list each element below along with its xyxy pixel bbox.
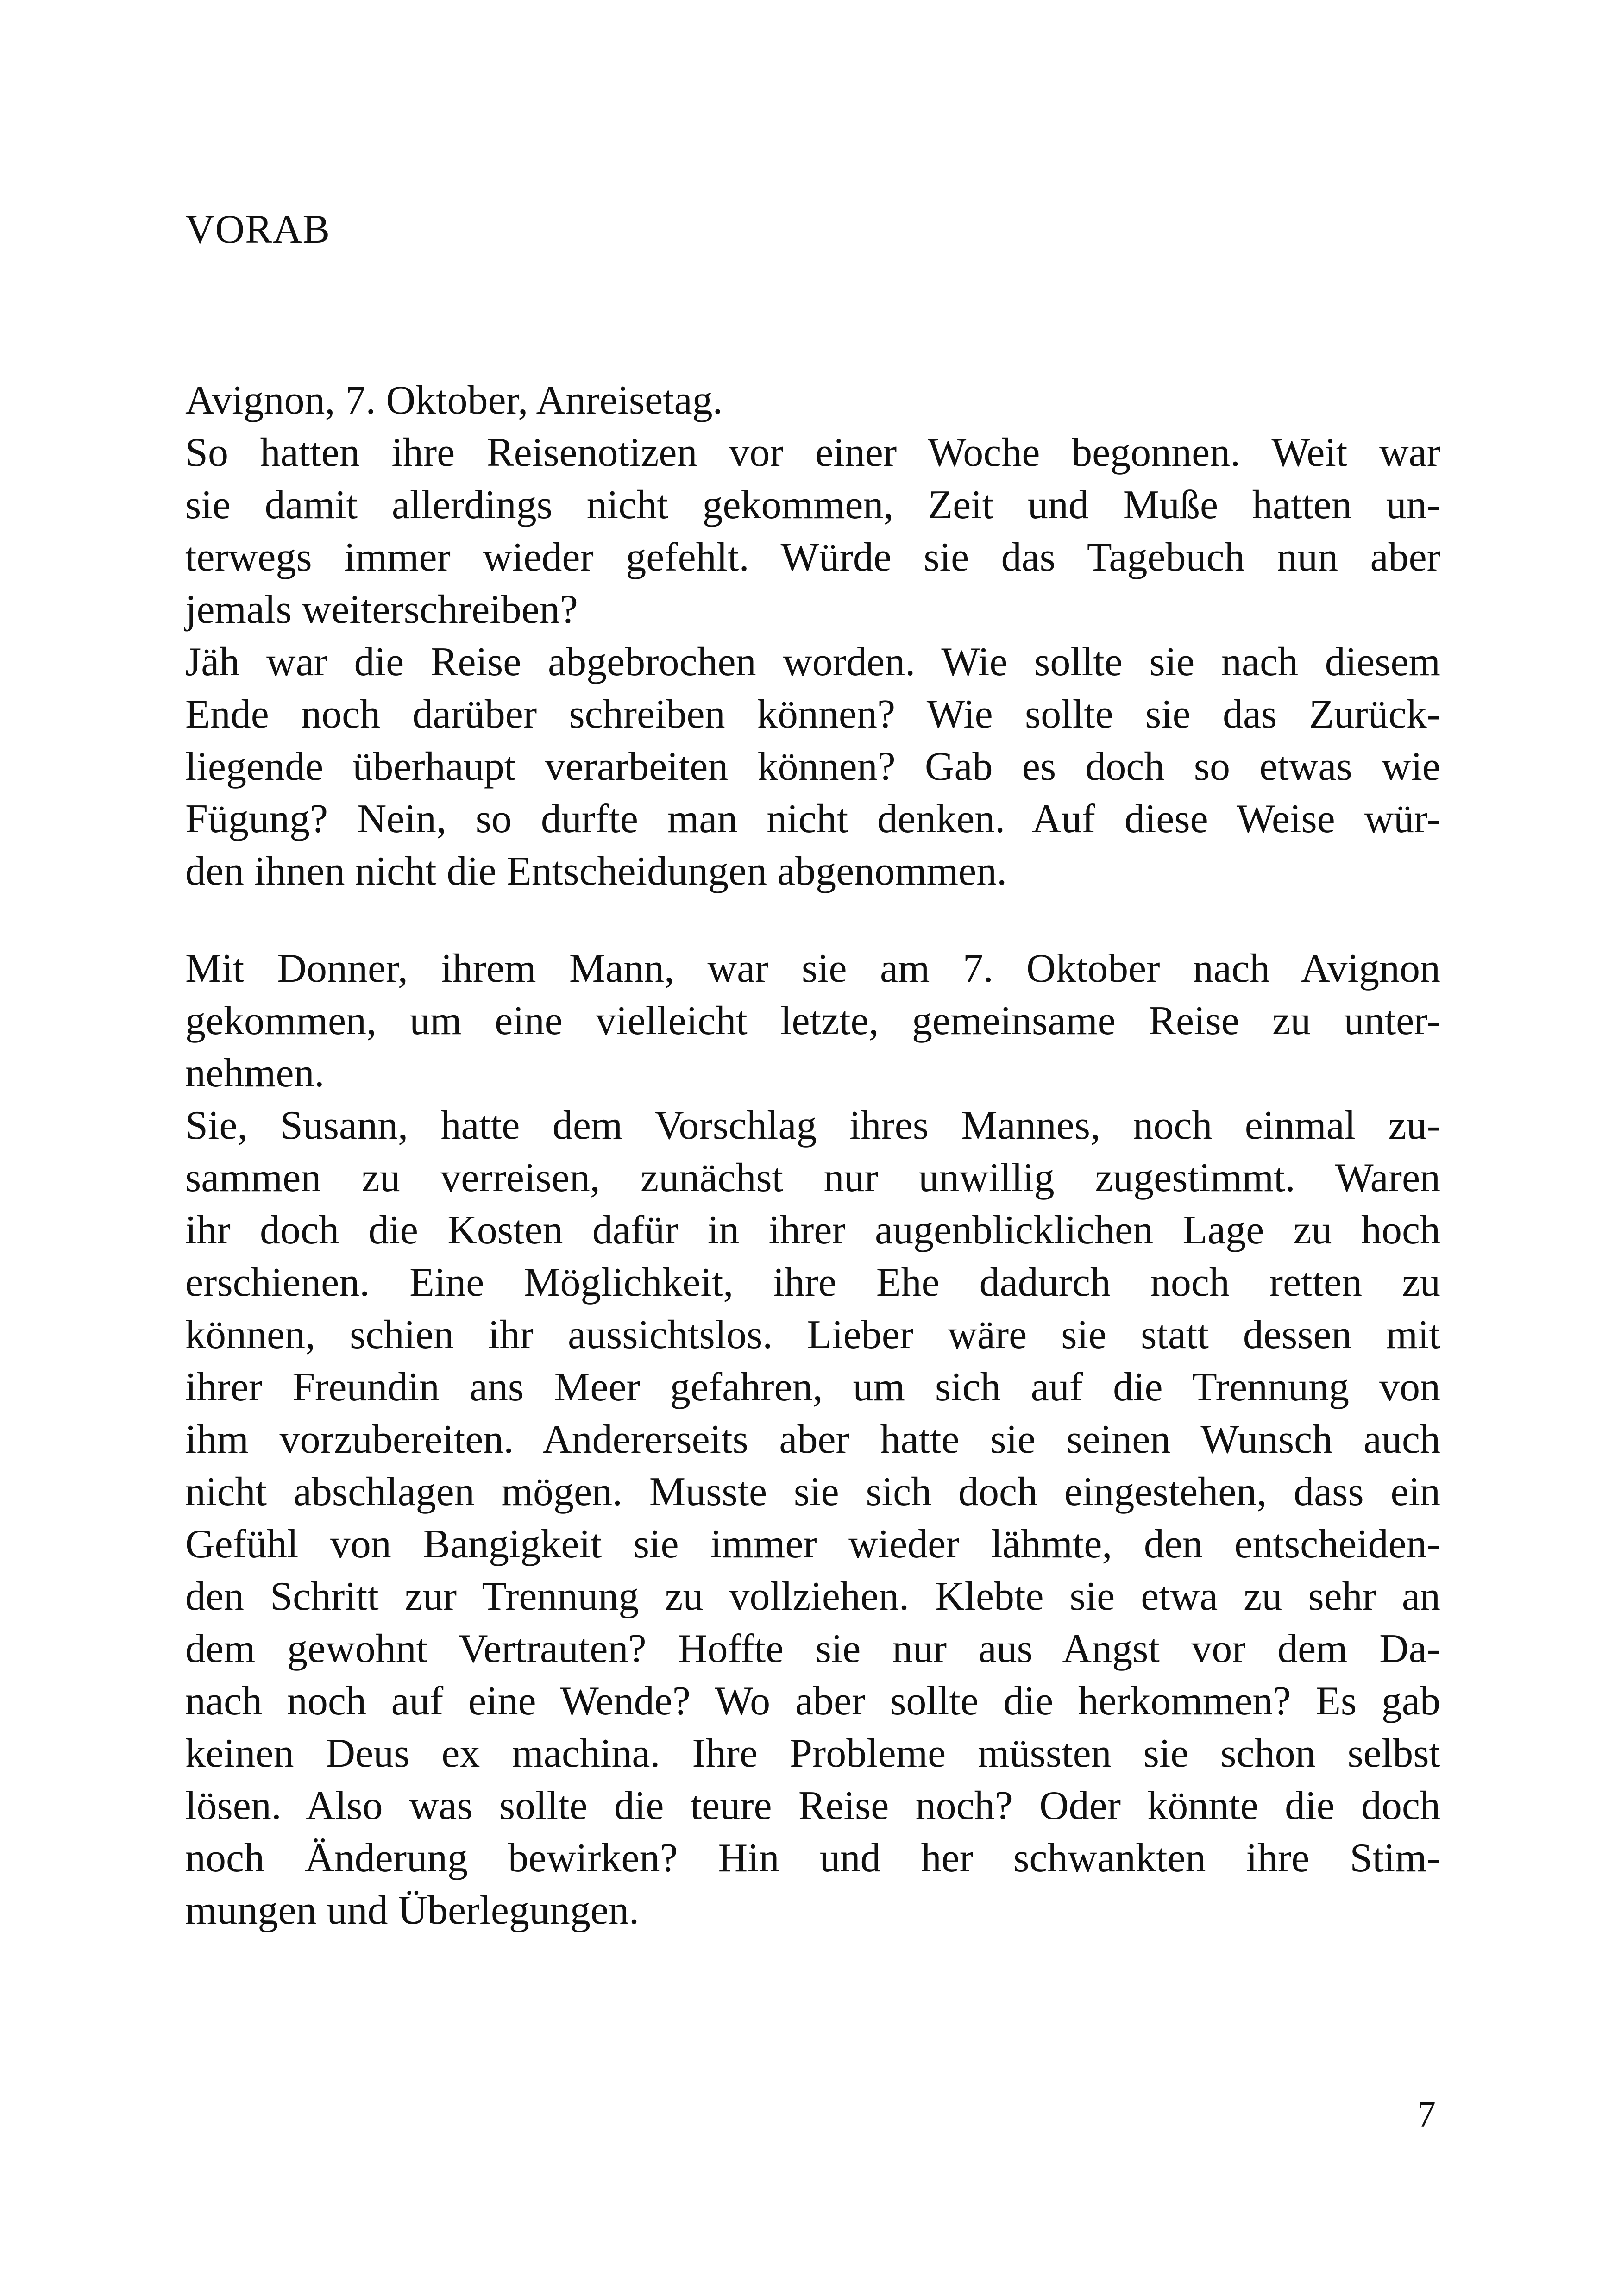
text-line: Gefühl von Bangigkeit sie immer wieder lähmte, den entscheiden- xyxy=(185,1522,1440,1567)
text-line: sammen zu verreisen, zunächst nur unwillig zugestimmt. Waren xyxy=(185,1155,1440,1200)
text-line: gekommen, um eine vielleicht letzte, gemeinsame Reise zu unter- xyxy=(185,998,1440,1043)
text-line: ihm vorzubereiten. Andererseits aber hatte sie seinen Wunsch auch xyxy=(185,1417,1440,1462)
text-line: Jäh war die Reise abgebrochen worden. Wie sollte sie nach diesem xyxy=(185,640,1440,684)
text-line: dem gewohnt Vertrauten? Hoffte sie nur aus Angst vor dem Da- xyxy=(185,1626,1440,1671)
text-line: nicht abschlagen mögen. Musste sie sich doch eingestehen, dass ein xyxy=(185,1469,1440,1514)
paragraph-block-2 xyxy=(185,942,1440,1937)
paragraph-block-1 xyxy=(185,374,1440,897)
text-line: Ende noch darüber schreiben können? Wie sollte sie das Zurück- xyxy=(185,692,1440,737)
chapter-heading: VORAB xyxy=(185,207,331,252)
text-line: Fügung? Nein, so durfte man nicht denken. Auf diese Weise wür- xyxy=(185,797,1440,841)
text-line: den Schritt zur Trennung zu vollziehen. Klebte sie etwa zu sehr an xyxy=(185,1574,1440,1619)
text-line: Sie, Susann, hatte dem Vorschlag ihres Mannes, noch einmal zu- xyxy=(185,1103,1440,1148)
text-line: Avignon, 7. Oktober, Anreisetag. xyxy=(185,378,723,423)
text-line: ihrer Freundin ans Meer gefahren, um sich auf die Trennung von xyxy=(185,1365,1440,1410)
page-number: 7 xyxy=(1417,2094,1436,2135)
text-line: terwegs immer wieder gefehlt. Würde sie das Tagebuch nun aber xyxy=(185,535,1440,580)
text-line: So hatten ihre Reisenotizen vor einer Woche begonnen. Weit war xyxy=(185,430,1440,475)
text-line: können, schien ihr aussichtslos. Lieber wäre sie statt dessen mit xyxy=(185,1312,1440,1357)
text-line: Mit Donner, ihrem Mann, war sie am 7. Oktober nach Avignon xyxy=(185,946,1440,991)
text-line: mungen und Überlegungen. xyxy=(185,1888,639,1933)
text-line: lösen. Also was sollte die teure Reise noch? Oder könnte die doch xyxy=(185,1783,1440,1828)
text-line: liegende überhaupt verarbeiten können? Gab es doch so etwas wie xyxy=(185,744,1440,789)
text-line: noch Änderung bewirken? Hin und her schwankten ihre Stim- xyxy=(185,1836,1440,1881)
text-line: sie damit allerdings nicht gekommen, Zeit und Muße hatten un- xyxy=(185,483,1440,527)
text-line: den ihnen nicht die Entscheidungen abgenommen. xyxy=(185,849,1007,894)
text-line: ihr doch die Kosten dafür in ihrer augenblicklichen Lage zu hoch xyxy=(185,1208,1440,1253)
text-line: nach noch auf eine Wende? Wo aber sollte die herkommen? Es gab xyxy=(185,1679,1440,1724)
text-line: jemals weiterschreiben? xyxy=(185,587,578,632)
text-line: keinen Deus ex machina. Ihre Probleme müssten sie schon selbst xyxy=(185,1731,1440,1776)
text-line: nehmen. xyxy=(185,1051,325,1096)
text-line: erschienen. Eine Möglichkeit, ihre Ehe dadurch noch retten zu xyxy=(185,1260,1440,1305)
